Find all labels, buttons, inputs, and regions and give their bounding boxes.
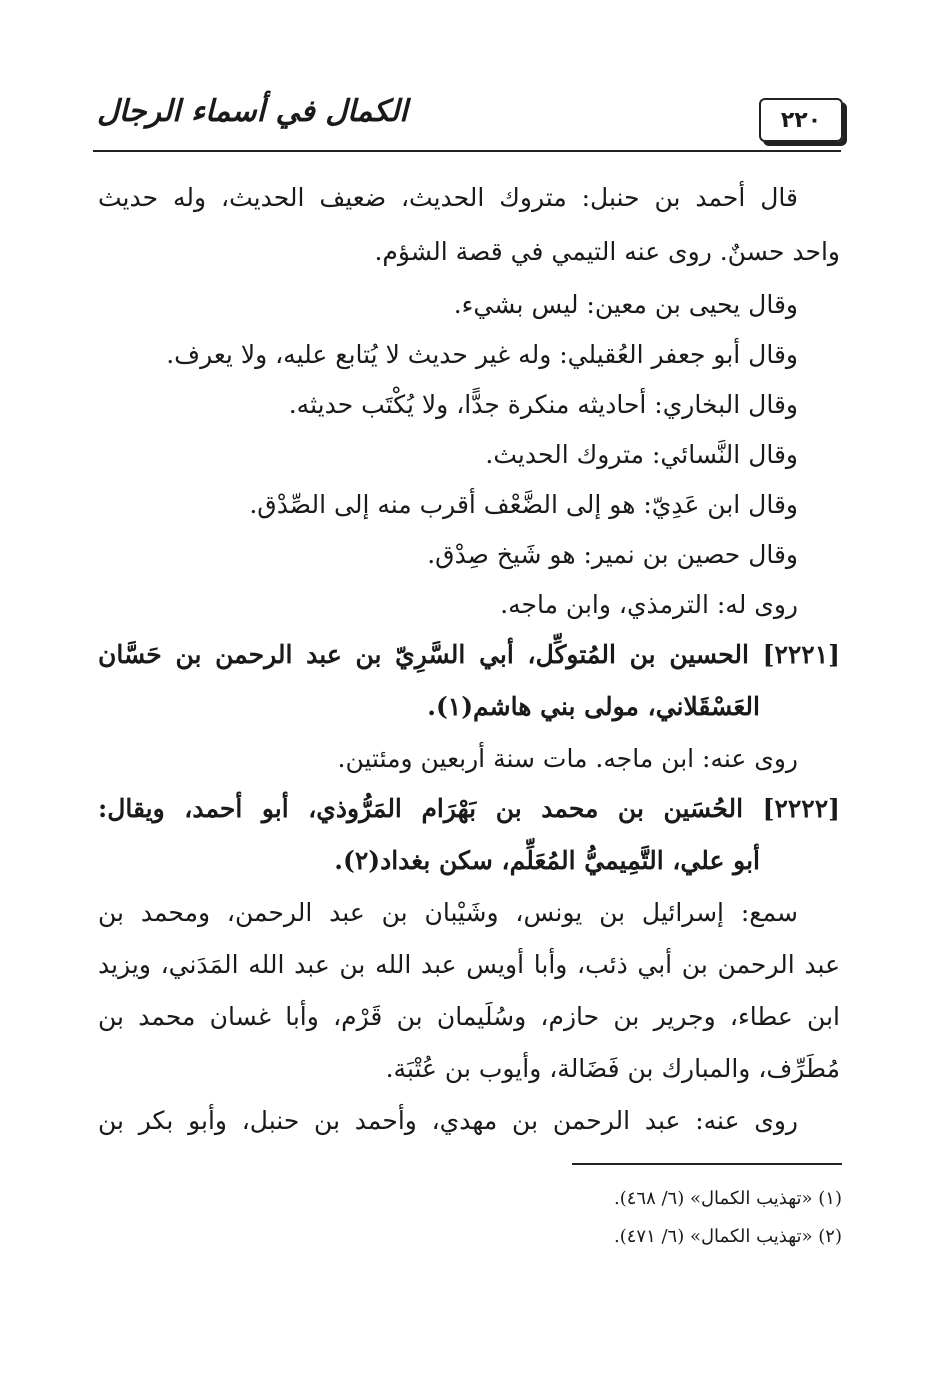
entry-heading-2221: [٢٢٢١] الحسين بن المُتوكِّل، أبي السَّرِيّ بن عبد الرحمن بن حَسَّان (98, 640, 840, 669)
entry-heading-2221-cont: العَسْقَلاني، مولى بني هاشم(١). (427, 692, 760, 721)
footnote-2: (٢) «تهذيب الكمال» (٦/ ٤٧١). (613, 1226, 842, 1247)
text-line: وقال أبو جعفر العُقيلي: وله غير حديث لا يُتابع عليه، ولا يعرف. (166, 340, 798, 369)
text-line: وقال حصين بن نمير: هو شَيخ صِدْق. (427, 540, 798, 569)
text-line: روى عنه: عبد الرحمن بن مهدي، وأحمد بن حنبل، وأبو بكر بن (98, 1106, 798, 1135)
footnote-1: (١) «تهذيب الكمال» (٦/ ٤٦٨). (613, 1188, 842, 1209)
text-line: وقال النَّسائي: متروك الحديث. (485, 440, 798, 469)
text-line: سمع: إسرائيل بن يونس، وشَيْبان بن عبد الرحمن، ومحمد بن (98, 898, 798, 927)
page-number: ٢٢٠ (759, 98, 843, 142)
text-line: وقال يحيى بن معين: ليس بشيء. (453, 290, 798, 319)
text-line: وقال ابن عَدِيّ: هو إلى الضَّعْف أقرب منه إلى الصِّدْق. (249, 490, 798, 519)
text-line: عبد الرحمن بن أبي ذئب، وأبا أويس عبد الله بن عبد الله المَدَني، ويزيد (98, 950, 840, 979)
text-line: واحد حسنٌ. روى عنه التيمي في قصة الشؤم. (374, 237, 840, 266)
running-title: الكمال في أسماء الرجال (97, 94, 408, 129)
text-line: روى له: الترمذي، وابن ماجه. (500, 590, 798, 619)
entry-heading-2222: [٢٢٢٢] الحُسَين بن محمد بن بَهْرَام المَرُّوذي، أبو أحمد، ويقال: (98, 794, 840, 823)
text-line: قال أحمد بن حنبل: متروك الحديث، ضعيف الحديث، وله حديث (98, 183, 798, 212)
text-line: وقال البخاري: أحاديثه منكرة جدًّا، ولا يُكْتَب حديثه. (288, 390, 798, 419)
text-line: روى عنه: ابن ماجه. مات سنة أربعين ومئتين. (337, 744, 798, 773)
text-line: ابن عطاء، وجرير بن حازم، وسُلَيمان بن قَرْم، وأبا غسان محمد بن (98, 1002, 840, 1031)
entry-heading-2222-cont: أبو علي، التَّمِيميُّ المُعَلِّم، سكن بغداد(٢). (334, 846, 760, 875)
text-line: مُطَرِّف، والمبارك بن فَضَالة، وأيوب بن عُتْبَة. (385, 1054, 840, 1083)
footnote-divider (572, 1163, 842, 1165)
main-text (98, 0, 840, 1379)
